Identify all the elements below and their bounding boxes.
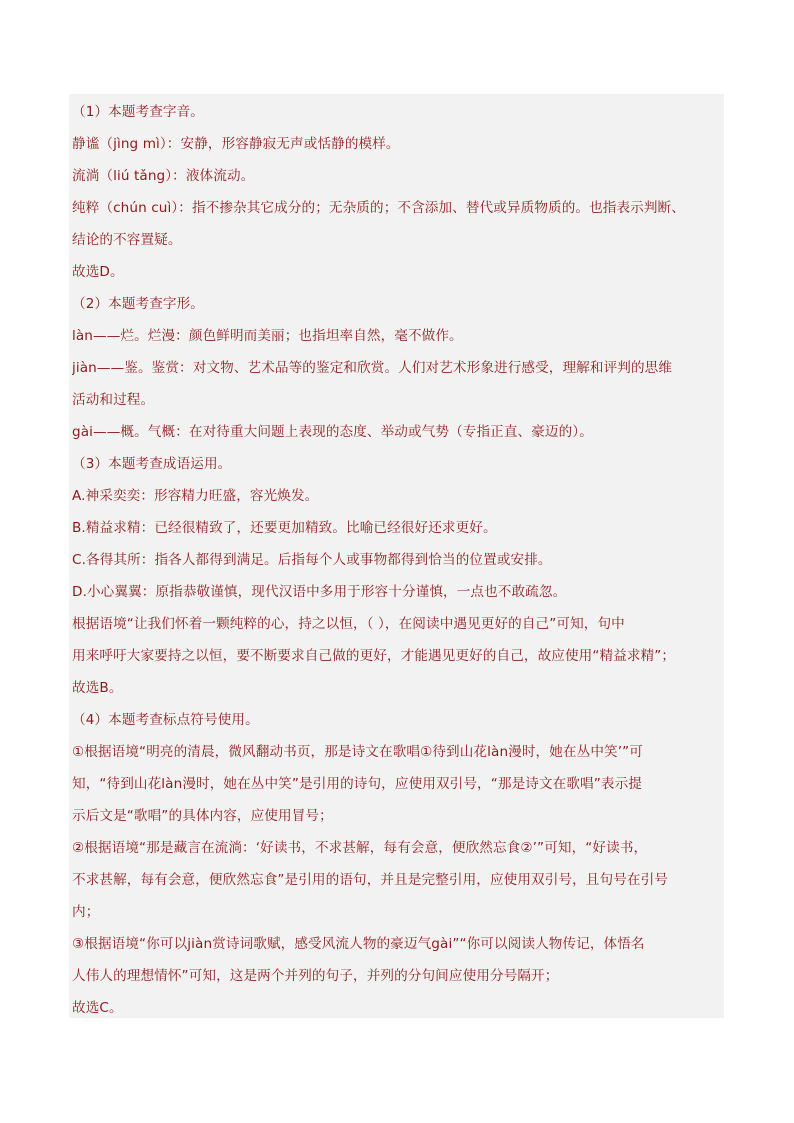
text-line: B.精益求精：已经很精致了，还要更加精致。比喻已经很好还求更好。 <box>72 520 497 536</box>
text-line: 示后文是“歌唱”的具体内容，应使用冒号； <box>72 808 333 824</box>
text-line: （2）本题考查字形。 <box>72 296 204 312</box>
text-line: ②根据语境“那是藏言在流淌：‘好读书，不求甚解，每有会意，便欣然忘食②’”可知，“好读书， <box>72 840 648 856</box>
text-line: A.神采奕奕：形容精力旺盛，容光焕发。 <box>72 488 319 504</box>
text-line: 结论的不容置疑。 <box>72 232 182 248</box>
text-line: 静谧（jìng mì）：安静，形容静寂无声或恬静的模样。 <box>72 136 400 152</box>
text-line: ①根据语境“明亮的清晨，微风翻动书页，那是诗文在歌唱①待到山花làn漫时，她在丛中笑’”可 <box>72 744 643 760</box>
text-line: （1）本题考查字音。 <box>72 104 204 120</box>
text-line: 活动和过程。 <box>72 392 155 408</box>
text-line: ③根据语境“你可以jiàn赏诗词歌赋，感受风流人物的豪迈气gài”“你可以阅读人物传记，体悟名 <box>72 936 645 952</box>
text-line: 故选D。 <box>72 264 124 280</box>
text-line: D.小心翼翼：原指恭敬谨慎，现代汉语中多用于形容十分谨慎，一点也不敢疏忽。 <box>72 584 567 600</box>
text-line: 流淌（liú tǎng）：液体流动。 <box>72 168 255 184</box>
text-line: 纯粹（chún cuì）：指不掺杂其它成分的；无杂质的；不含添加、替代或异质物质的。也指表示判断、 <box>72 200 685 216</box>
text-line: gài——概。气概：在对待重大问题上表现的态度、举动或气势（专指正直、豪迈的）。 <box>72 424 593 440</box>
text-line: 不求甚解，每有会意，便欣然忘食”是引用的语句，并且是完整引用，应使用双引号，且句号在引号 <box>72 872 668 888</box>
text-line: làn——烂。烂漫：颜色鲜明而美丽；也指坦率自然，毫不做作。 <box>72 328 463 344</box>
text-line: 人伟人的理想情怀”可知，这是两个并列的句子，并列的分句间应使用分号隔开； <box>72 968 559 984</box>
text-line: 内； <box>72 904 100 920</box>
text-line: 用来呼吁大家要持之以恒，要不断要求自己做的更好，才能遇见更好的自己，故应使用“精益求精”； <box>72 648 676 664</box>
text-line: jiàn——鉴。鉴赏：对文物、艺术品等的鉴定和欣赏。人们对艺术形象进行感受，理解和评判的思维 <box>72 360 673 376</box>
text-line: 故选C。 <box>72 1000 123 1016</box>
answer-explanation-panel <box>69 94 724 1018</box>
text-line: 知，“待到山花làn漫时，她在丛中笑”是引用的诗句，应使用双引号，“那是诗文在歌唱”表示提 <box>72 776 642 792</box>
text-line: （4）本题考查标点符号使用。 <box>72 712 259 728</box>
text-line: C.各得其所：指各人都得到满足。后指每个人或事物都得到恰当的位置或安排。 <box>72 552 552 568</box>
text-line: （3）本题考查成语运用。 <box>72 456 232 472</box>
text-line: 根据语境“让我们怀着一颗纯粹的心，持之以恒，（ ），在阅读中遇见更好的自己”可知，句中 <box>72 616 625 632</box>
text-line: 故选B。 <box>72 680 123 696</box>
